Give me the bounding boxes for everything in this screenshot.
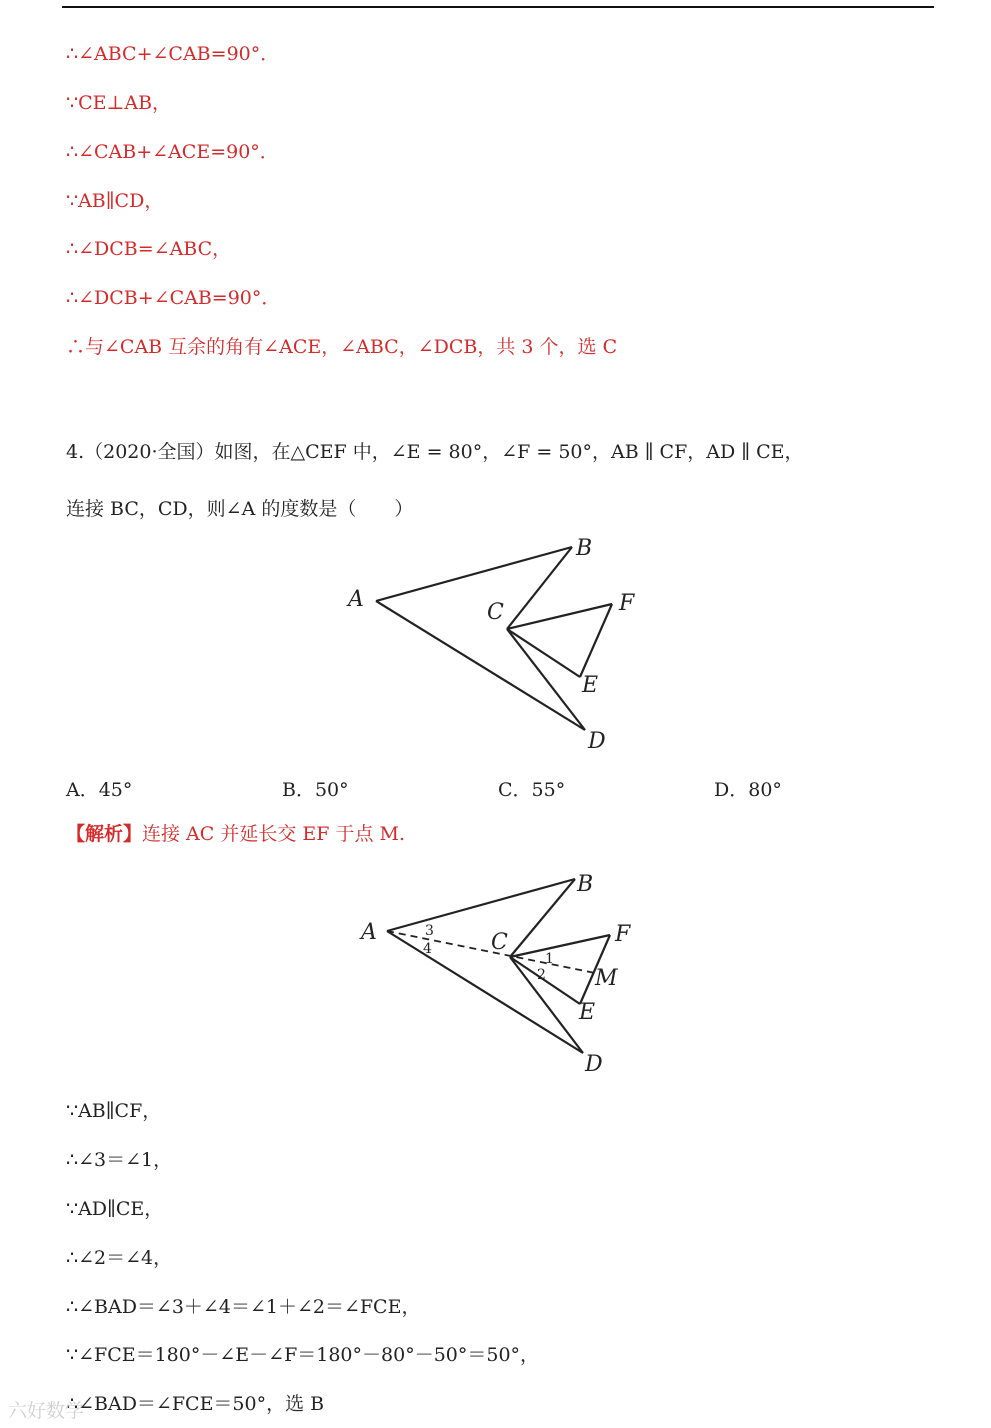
- segment-fe: [580, 604, 612, 677]
- step-line-2: ∴∠3＝∠1，: [66, 1149, 173, 1171]
- label-b-2: B: [577, 872, 594, 897]
- top-rule: [62, 6, 934, 8]
- label-d: D: [588, 729, 606, 754]
- solution-line-3: ∴∠CAB+∠ACE=90°．: [66, 141, 279, 163]
- label-c: C: [487, 600, 504, 625]
- step-line-3: ∵AD∥CE，: [66, 1198, 164, 1220]
- analysis-text: 连接 AC 并延长交 EF 于点 M.: [142, 823, 406, 845]
- segment-ad: [376, 601, 585, 730]
- label-d-2: D: [585, 1052, 603, 1077]
- solution-line-5: ∴∠DCB=∠ABC，: [66, 238, 232, 260]
- segment-ce: [507, 629, 580, 677]
- solution-line-7: ∴与∠CAB 互余的角有∠ACE，∠ABC，∠DCB，共 3 个，选 C: [66, 336, 618, 358]
- analysis-line: [66, 822, 405, 846]
- angle-label-1: 1: [545, 951, 554, 967]
- analysis-figure: [355, 865, 635, 1080]
- option-a: A．45°: [66, 779, 133, 801]
- label-e-2: E: [579, 1000, 596, 1025]
- step-line-7: ∴∠BAD＝∠FCE＝50°，选 B: [66, 1393, 325, 1415]
- solution-line-1: ∴∠ABC+∠CAB=90°．: [66, 43, 280, 65]
- label-m-2: M: [595, 966, 618, 991]
- angle-label-4: 4: [423, 941, 432, 957]
- step-line-6: ∵∠FCE＝180°－∠E－∠F＝180°－80°－50°＝50°，: [66, 1344, 540, 1366]
- solution-line-4: ∵AB∥CD，: [66, 190, 164, 212]
- label-e: E: [582, 673, 599, 698]
- question-figure: [340, 530, 650, 755]
- label-a-2: A: [361, 920, 377, 945]
- step-line-1: ∵AB∥CF，: [66, 1100, 162, 1122]
- step-line-5: ∴∠BAD＝∠3＋∠4＝∠1＋∠2＝∠FCE，: [66, 1296, 421, 1318]
- analysis-tag: 【解析】: [66, 823, 143, 845]
- option-c: C．55°: [498, 779, 566, 801]
- label-a: A: [348, 587, 364, 612]
- question-text-line-2: 连接 BC，CD，则∠A 的度数是（ ）: [66, 498, 414, 520]
- watermark: 六好数学: [8, 1400, 85, 1422]
- label-f: F: [619, 591, 635, 616]
- option-d: D．80°: [714, 779, 782, 801]
- solution-line-6: ∴∠DCB+∠CAB=90°．: [66, 287, 281, 309]
- option-b: B．50°: [282, 779, 349, 801]
- segment-cd: [507, 629, 585, 730]
- label-c-2: C: [491, 930, 508, 955]
- segment-cd-2: [510, 957, 583, 1053]
- segment-ab: [376, 547, 572, 601]
- label-b: B: [576, 536, 593, 561]
- segment-ab-2: [387, 879, 575, 931]
- angle-label-2: 2: [537, 967, 546, 983]
- segment-ad-2: [387, 931, 583, 1053]
- label-f-2: F: [615, 922, 631, 947]
- step-line-4: ∴∠2＝∠4，: [66, 1247, 173, 1269]
- solution-line-2: ∵CE⊥AB，: [66, 92, 172, 114]
- question-text-line-1: 4.（2020·全国）如图，在△CEF 中，∠E = 80°，∠F = 50°，AB ∥ CF，AD ∥ CE，: [66, 441, 804, 463]
- angle-label-3: 3: [425, 923, 434, 939]
